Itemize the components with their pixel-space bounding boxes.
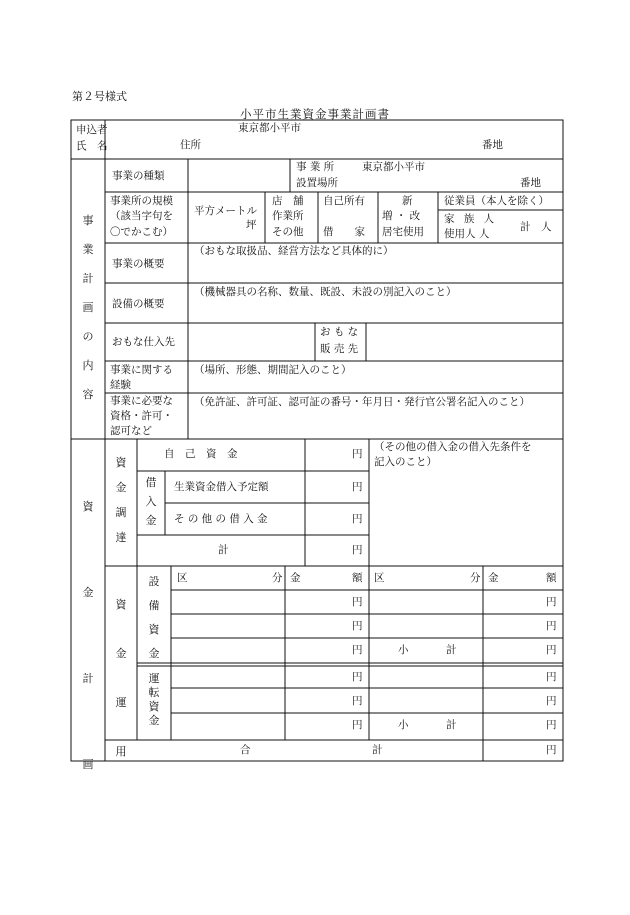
yen-eq-2-right: 円	[546, 620, 557, 632]
yen-loan-planned: 円	[352, 481, 363, 493]
business-type-label: 事業の種類	[112, 170, 165, 182]
yen-own-funds: 円	[352, 448, 363, 460]
qualifications-note: （免許証、許可証、認可証の番号・年月日・発行官公署名記入のこと）	[194, 396, 530, 408]
experience-label-1: 事業に関する	[110, 364, 173, 376]
form-number: 第２号様式	[72, 90, 127, 103]
area-tsubo: 坪	[246, 219, 257, 231]
address-label: 住所	[180, 139, 201, 151]
yen-op-1-right: 円	[546, 671, 557, 683]
type-workshop: 作業所	[272, 210, 304, 222]
funding-plan-label: 資 金 計 画	[82, 500, 94, 771]
op-subtotal-1: 小	[398, 719, 409, 731]
col-category-right-1: 区	[374, 572, 385, 584]
build-residence: 居宅使用	[382, 226, 424, 238]
borrowing-label: 借 入 金	[145, 476, 157, 527]
employees-hired: 使用人 人	[444, 228, 490, 240]
type-other: その他	[272, 226, 304, 238]
eq-subtotal-2: 計	[446, 644, 457, 656]
build-new: 新	[402, 195, 413, 207]
yen-other-loans: 円	[352, 513, 363, 525]
employees-total: 計 人	[520, 221, 552, 233]
buyers-label-2: 販 売 先	[320, 343, 359, 355]
qualifications-label-3: 認可など	[110, 425, 152, 437]
yen-grand-total: 円	[546, 744, 557, 756]
yen-op-2-right: 円	[546, 695, 557, 707]
office-label-bottom: 設置場所	[296, 177, 338, 189]
yen-op-subtotal: 円	[546, 719, 557, 731]
experience-note: （場所、形態、期間記入のこと）	[194, 364, 352, 376]
overview-note: （おもな取扱品、経営方法など具体的に）	[194, 245, 394, 257]
qualifications-label-1: 事業に必要な	[110, 395, 173, 407]
yen-eq-2: 円	[352, 620, 363, 632]
scale-label-2: （該当字句を	[110, 210, 173, 222]
col-category-right-2: 分	[470, 572, 481, 584]
yen-eq-subtotal: 円	[546, 644, 557, 656]
yen-eq-3: 円	[352, 644, 363, 656]
equipment-funds-label: 設 備 資 金	[148, 575, 160, 660]
area-sqm: 平方メートル	[194, 205, 257, 217]
applicant-label: 申込者	[76, 124, 108, 136]
procurement-label: 資 金 調 達	[115, 456, 127, 544]
suppliers-label: おもな仕入先	[112, 336, 175, 348]
other-loans-note-1: （その他の借入金の借入先条件を	[374, 441, 532, 453]
applicant-name-label: 氏 名	[76, 140, 108, 152]
employees-family: 家 族 人	[444, 213, 498, 225]
grand-total-1: 合	[240, 744, 251, 756]
type-shop: 店 舗	[272, 195, 304, 207]
plan-section-label: 事 業 計 画 の 内 容	[82, 214, 94, 401]
equipment-note: （機械器具の名称、数量、既設、未設の別記入のこと）	[194, 286, 457, 298]
ownership-rent: 借 家	[323, 226, 365, 238]
qualifications-label-2: 資格・許可・	[110, 410, 173, 422]
loan-planned-label: 生業資金借入予定額	[174, 481, 269, 493]
other-loans-label: そ の 他 の 借 入 金	[174, 513, 268, 525]
employees-header: 従業員（本人を除く）	[444, 195, 549, 207]
office-label-top: 事 業 所	[296, 161, 335, 173]
eq-subtotal-1: 小	[398, 644, 409, 656]
usage-label: 資 金 運 用	[115, 598, 127, 758]
scale-label-1: 事業所の規模	[110, 195, 173, 207]
applicant-banchi: 番地	[482, 139, 503, 151]
yen-op-1: 円	[352, 671, 363, 683]
scale-label-3: 〇でかこむ）	[110, 226, 173, 238]
yen-op-3: 円	[352, 719, 363, 731]
applicant-city: 東京都小平市	[238, 122, 301, 134]
office-banchi: 番地	[520, 177, 541, 189]
col-amount-right-1: 金	[488, 572, 499, 584]
grand-total-2: 計	[372, 744, 383, 756]
build-expand: 増 ・ 改	[382, 210, 421, 222]
col-amount-left-1: 金	[290, 572, 301, 584]
buyers-label-1: お も な	[320, 326, 359, 338]
document-title: 小平市生業資金事業計画書	[240, 107, 390, 121]
own-funds-label: 自 己 資 金	[164, 448, 238, 460]
yen-eq-1-right: 円	[546, 596, 557, 608]
experience-label-2: 経験	[110, 379, 131, 391]
equipment-label: 設備の概要	[112, 298, 165, 310]
operating-funds-label: 運 転 資 金	[148, 672, 160, 727]
other-loans-note-2: 記入のこと）	[374, 456, 437, 468]
col-category-left-1: 区	[177, 572, 188, 584]
yen-eq-1: 円	[352, 596, 363, 608]
col-amount-left-2: 額	[352, 572, 363, 584]
op-subtotal-2: 計	[446, 719, 457, 731]
col-amount-right-2: 額	[546, 572, 557, 584]
overview-label: 事業の概要	[112, 258, 165, 270]
procurement-total-label: 計	[218, 544, 229, 556]
yen-procurement-total: 円	[352, 544, 363, 556]
ownership-own: 自己所有	[323, 195, 365, 207]
office-city: 東京都小平市	[362, 161, 425, 173]
col-category-left-2: 分	[272, 572, 283, 584]
yen-op-2: 円	[352, 695, 363, 707]
